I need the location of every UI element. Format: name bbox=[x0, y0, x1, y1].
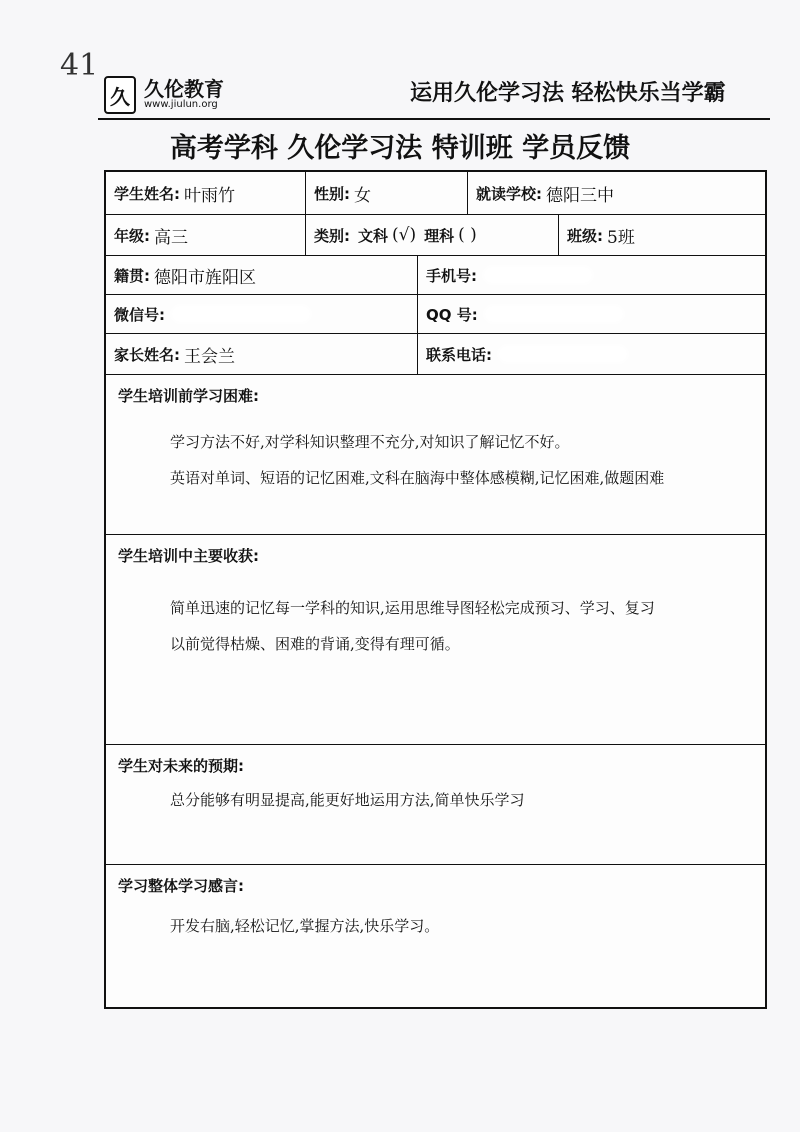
gender-label: 性别: bbox=[314, 184, 350, 203]
section-heading: 学生培训前学习困难: bbox=[118, 387, 259, 405]
section-line: 英语对单词、短语的记忆困难,文科在脑海中整体感模糊,记忆困难,做题困难 bbox=[170, 469, 665, 487]
origin-value: 德阳市旌阳区 bbox=[154, 267, 256, 288]
section-heading: 学习整体学习感言: bbox=[118, 877, 244, 895]
contact-cell bbox=[418, 334, 765, 374]
section-gains bbox=[106, 535, 765, 745]
section-heading: 学生对未来的预期: bbox=[118, 757, 244, 775]
form-row-grade bbox=[106, 215, 765, 256]
section-reflection bbox=[106, 865, 765, 1007]
section-text bbox=[170, 908, 753, 944]
category-label: 类别: bbox=[314, 226, 350, 245]
category-liberal-label: 文科 bbox=[358, 226, 389, 245]
qq-label: QQ 号: bbox=[426, 305, 478, 324]
grade-cell bbox=[106, 215, 306, 255]
header-divider bbox=[98, 118, 770, 120]
header-slogan: 运用久伦学习法 轻松快乐当学霸 bbox=[410, 81, 726, 106]
parent-value: 王会兰 bbox=[184, 346, 235, 367]
wechat-redacted bbox=[171, 305, 311, 323]
school-value: 德阳三中 bbox=[546, 185, 614, 206]
logo-name: 久伦教育 bbox=[144, 77, 224, 102]
grade-value: 高三 bbox=[154, 227, 188, 248]
feedback-form bbox=[104, 170, 767, 1009]
grade-label: 年级: bbox=[114, 226, 150, 245]
section-line: 总分能够有明显提高,能更好地运用方法,简单快乐学习 bbox=[170, 791, 525, 809]
category-liberal-checkbox: (√) bbox=[392, 225, 417, 245]
form-row-origin bbox=[106, 256, 765, 295]
brand-logo bbox=[104, 76, 224, 114]
class-cell bbox=[559, 215, 765, 255]
section-difficulties bbox=[106, 375, 765, 535]
class-label: 班级: bbox=[567, 226, 603, 245]
section-expectations bbox=[106, 745, 765, 865]
form-row-wechat bbox=[106, 295, 765, 334]
student-name-cell bbox=[106, 172, 306, 214]
student-name-label: 学生姓名: bbox=[114, 184, 180, 203]
qq-cell bbox=[418, 295, 765, 333]
section-line: 开发右脑,轻松记忆,掌握方法,快乐学习。 bbox=[170, 917, 440, 935]
origin-cell bbox=[106, 256, 418, 294]
school-cell bbox=[468, 172, 765, 214]
gender-value: 女 bbox=[354, 185, 371, 206]
contact-redacted bbox=[498, 345, 628, 363]
section-text bbox=[170, 590, 753, 662]
page-number: 41 bbox=[60, 48, 99, 83]
logo-url: www.jiulun.org bbox=[144, 99, 218, 111]
phone-cell bbox=[418, 256, 765, 294]
parent-label: 家长姓名: bbox=[114, 345, 180, 364]
section-line: 以前觉得枯燥、困难的背诵,变得有理可循。 bbox=[170, 635, 460, 653]
origin-label: 籍贯: bbox=[114, 266, 150, 285]
qq-redacted bbox=[484, 305, 624, 323]
page-title: 高考学科 久伦学习法 特训班 学员反馈 bbox=[169, 133, 631, 164]
gender-cell bbox=[306, 172, 468, 214]
phone-redacted bbox=[483, 266, 593, 284]
section-line: 学习方法不好,对学科知识整理不充分,对知识了解记忆不好。 bbox=[170, 433, 570, 451]
form-row-parent bbox=[106, 334, 765, 375]
form-row-basic bbox=[106, 172, 765, 215]
parent-cell bbox=[106, 334, 418, 374]
class-value: 5班 bbox=[607, 227, 635, 248]
student-name-value: 叶雨竹 bbox=[184, 185, 235, 206]
wechat-cell bbox=[106, 295, 418, 333]
phone-label: 手机号: bbox=[426, 266, 477, 285]
section-text bbox=[170, 782, 753, 818]
contact-label: 联系电话: bbox=[426, 345, 492, 364]
section-text bbox=[170, 424, 753, 496]
section-heading: 学生培训中主要收获: bbox=[118, 547, 259, 565]
jiulun-logo-icon: 久 bbox=[104, 76, 136, 114]
category-science-checkbox: ( ) bbox=[458, 225, 477, 245]
school-label: 就读学校: bbox=[476, 184, 542, 203]
category-cell bbox=[306, 215, 559, 255]
category-science-label: 理科 bbox=[424, 226, 455, 245]
wechat-label: 微信号: bbox=[114, 305, 165, 324]
section-line: 简单迅速的记忆每一学科的知识,运用思维导图轻松完成预习、学习、复习 bbox=[170, 599, 655, 617]
